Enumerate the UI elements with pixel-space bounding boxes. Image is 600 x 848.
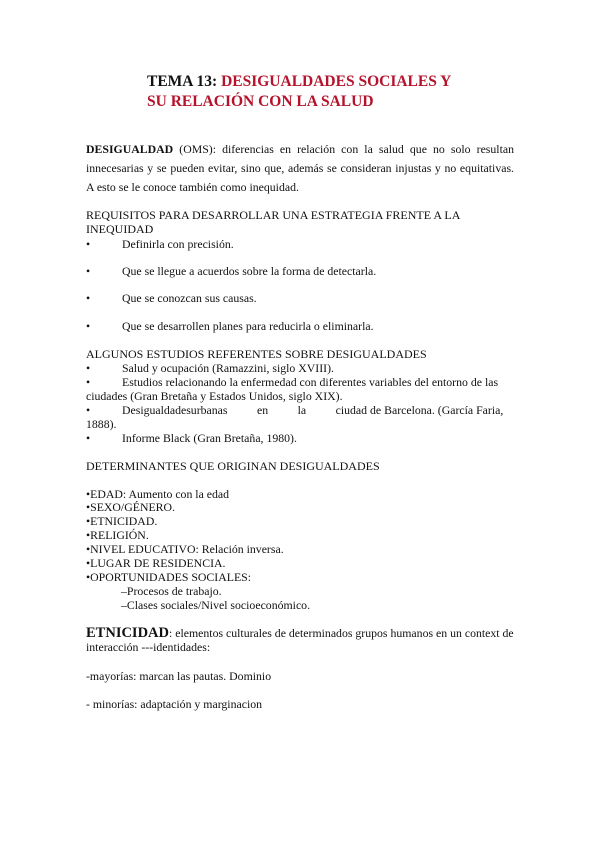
list-item: • Que se llegue a acuerdos sobre la forma de detectarla. (86, 264, 377, 278)
list-item: • Informe Black (Gran Bretaña, 1980). (86, 431, 297, 445)
list-item: • Salud y ocupación (Ramazzini, siglo XVIII). (86, 361, 334, 375)
requisitos-heading-line2: INEQUIDAD (86, 222, 154, 236)
definition-text: (OMS): diferencias en relación con la salud que no solo resultan innecesarias y se pueden evitar, sino que, además se consideran injustas y no equitativas. A esto se le conoce también como inequidad. (86, 142, 514, 194)
determinant-item: •ETNICIDAD. (86, 514, 158, 528)
page-title-line2: SU RELACIÓN CON LA SALUD (147, 93, 374, 110)
mayorias-line: -mayorías: marcan las pautas. Dominio (86, 669, 272, 683)
bullet-icon: • (86, 375, 91, 389)
etnicidad-text: : elementos culturales de determinados grupos humanos en un context de interacción ---identidades: (86, 626, 514, 654)
list-item: • Que se desarrollen planes para reducirla o eliminarla. (86, 319, 374, 333)
bullet-icon: • (86, 319, 91, 333)
definition-term: DESIGUALDAD (86, 142, 174, 156)
determinantes-heading: DETERMINANTES QUE ORIGINAN DESIGUALDADES (86, 459, 380, 473)
list-item: • Que se conozcan sus causas. (86, 291, 257, 305)
definition-paragraph (86, 140, 514, 197)
list-item: • Desigualdadesurbanas en la ciudad de Barcelona. (García Faria, (86, 403, 504, 417)
determinant-item: •OPORTUNIDADES SOCIALES: (86, 570, 251, 584)
bullet-icon: • (86, 237, 91, 251)
list-item: • Estudios relacionando la enfermedad con diferentes variables del entorno de las (86, 375, 499, 389)
estudios-heading: ALGUNOS ESTUDIOS REFERENTES SOBRE DESIGUALDADES (86, 347, 427, 361)
determinant-item: •EDAD: Aumento con la edad (86, 487, 230, 501)
determinant-subitem: –Procesos de trabajo. (121, 584, 222, 598)
topic-number: TEMA 13: (147, 73, 218, 90)
requisitos-heading-line1: REQUISITOS PARA DESARROLLAR UNA ESTRATEGIA FRENTE A LA (86, 208, 461, 222)
determinant-item: •LUGAR DE RESIDENCIA. (86, 556, 226, 570)
list-item: • Definirla con precisión. (86, 237, 234, 251)
determinant-subitem: –Clases sociales/Nivel socioeconómico. (121, 598, 311, 612)
etnicidad-paragraph (86, 626, 514, 654)
page-title-line1 (147, 73, 451, 91)
bullet-icon: • (86, 264, 91, 278)
bullet-icon: • (86, 403, 91, 417)
minorias-line: - minorías: adaptación y marginacion (86, 697, 263, 711)
list-item-continuation: 1888). (86, 417, 117, 431)
determinant-item: •SEXO/GÉNERO. (86, 500, 176, 514)
determinant-item: •RELIGIÓN. (86, 528, 149, 542)
title-text-line1: DESIGUALDADES SOCIALES Y (221, 73, 452, 90)
etnicidad-term: ETNICIDAD (86, 625, 169, 641)
determinant-item: •NIVEL EDUCATIVO: Relación inversa. (86, 542, 284, 556)
bullet-icon: • (86, 431, 91, 445)
list-item-continuation: ciudades (Gran Bretaña y Estados Unidos, siglo XIX). (86, 389, 343, 403)
bullet-icon: • (86, 361, 91, 375)
bullet-icon: • (86, 291, 91, 305)
